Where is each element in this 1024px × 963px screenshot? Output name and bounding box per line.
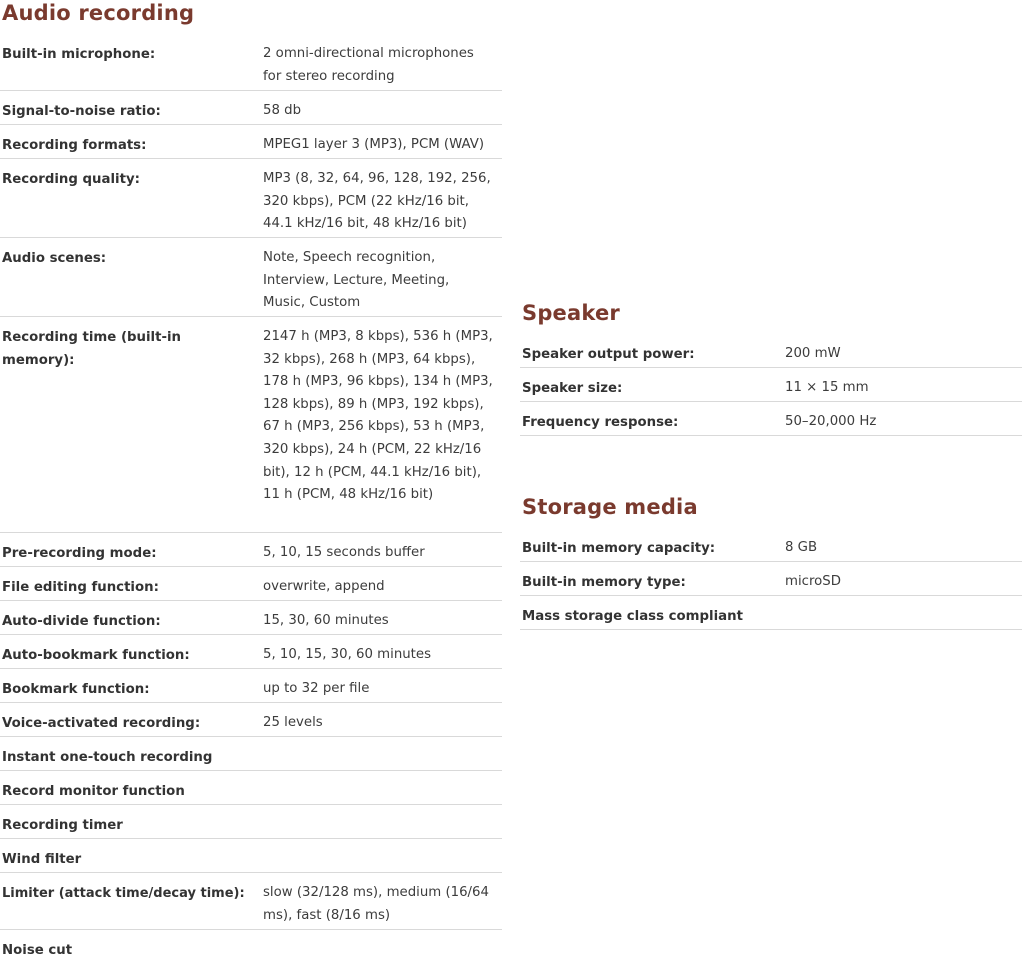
spec-row — [0, 601, 502, 635]
spec-label: Mass storage class compliant — [522, 609, 743, 624]
spec-label: Recording timer — [2, 818, 123, 833]
spec-label: Recording formats: — [2, 138, 147, 153]
spec-row — [0, 91, 502, 125]
spec-row — [0, 771, 502, 805]
spec-row — [0, 34, 502, 91]
spec-value: slow (32/128 ms), medium (16/64 ms), fast (8/16 ms) — [263, 885, 489, 923]
spec-value: 2 omni-directional microphones for stereo recording — [263, 46, 474, 84]
storage-media-title: Storage media — [522, 495, 698, 519]
spec-row — [0, 669, 502, 703]
spec-row — [0, 125, 502, 159]
spec-label: Speaker output power: — [522, 347, 695, 362]
speaker-section — [520, 300, 1022, 436]
spec-label: Wind filter — [2, 852, 82, 867]
spec-row — [0, 805, 502, 839]
spec-value: 50–20,000 Hz — [785, 414, 877, 429]
spec-value: 2147 h (MP3, 8 kbps), 536 h (MP3, 32 kbps), 268 h (MP3, 64 kbps), 178 h (MP3, 96 kbps), 134 h (MP3, 128 kbps), 89 h (MP3, 192 kbps), 67 h (MP3, 256 kbps), 53 h (MP3, 320 kbps), 24 h (PCM, 22 kHz/16 bit), 12 h (PCM, 44.1 kHz/16 bit), 11 h (PCM, 48 kHz/16 bit) — [263, 329, 493, 503]
spec-row — [520, 562, 1022, 596]
spec-value: 15, 30, 60 minutes — [263, 613, 389, 628]
spec-row — [0, 567, 502, 601]
spec-value: MP3 (8, 32, 64, 96, 128, 192, 256, 320 kbps), PCM (22 kHz/16 bit, 44.1 kHz/16 bit, 48 kHz/16 bit) — [263, 171, 491, 232]
spec-row — [0, 839, 502, 873]
spec-value: 5, 10, 15 seconds buffer — [263, 545, 425, 560]
spec-value: MPEG1 layer 3 (MP3), PCM (WAV) — [263, 137, 485, 152]
spec-row — [520, 528, 1022, 562]
spec-value: Note, Speech recognition, Interview, Lecture, Meeting, Music, Custom — [263, 250, 450, 311]
spec-row — [0, 635, 502, 669]
spec-label: Frequency response: — [522, 415, 679, 430]
spec-label: Signal-to-noise ratio: — [2, 104, 161, 119]
spec-label: Limiter (attack time/decay time): — [2, 886, 245, 901]
spec-label: Auto-bookmark function: — [2, 648, 190, 663]
spec-label: Auto-divide function: — [2, 614, 161, 629]
audio-recording-section — [0, 0, 502, 963]
spec-label: Speaker size: — [522, 381, 623, 396]
spec-row — [0, 533, 502, 567]
spec-label: Pre-recording mode: — [2, 546, 157, 561]
spec-row — [0, 737, 502, 771]
spec-value: 5, 10, 15, 30, 60 minutes — [263, 647, 432, 662]
audio-recording-title: Audio recording — [2, 1, 195, 25]
spec-value: 25 levels — [263, 715, 323, 730]
spec-label: Audio scenes: — [2, 251, 107, 266]
spec-row — [0, 317, 502, 533]
spec-label: Recording time (built-in memory): — [2, 330, 182, 368]
spec-label: Voice-activated recording: — [2, 716, 201, 731]
spec-value: microSD — [785, 574, 841, 589]
spec-row — [0, 703, 502, 737]
spec-row — [0, 873, 502, 930]
spec-label: Built-in memory type: — [522, 575, 686, 590]
spec-row — [0, 930, 502, 963]
spec-value: 58 db — [263, 103, 302, 118]
spec-label: Built-in memory capacity: — [522, 541, 716, 556]
spec-label: Built-in microphone: — [2, 47, 156, 62]
spec-label: File editing function: — [2, 580, 159, 595]
spec-value: 200 mW — [785, 346, 841, 361]
spec-label: Recording quality: — [2, 172, 140, 187]
spec-row — [520, 334, 1022, 368]
spec-value: overwrite, append — [263, 579, 385, 594]
spec-row — [0, 159, 502, 238]
spec-label: Instant one-touch recording — [2, 750, 213, 765]
spec-row — [520, 596, 1022, 630]
spec-row — [520, 368, 1022, 402]
spec-label: Bookmark function: — [2, 682, 150, 697]
storage-media-section — [520, 494, 1022, 630]
spec-label: Record monitor function — [2, 784, 185, 799]
spec-row — [0, 238, 502, 317]
spec-label: Noise cut — [2, 943, 73, 958]
spec-value: 11 × 15 mm — [785, 380, 869, 395]
spec-value: up to 32 per file — [263, 681, 370, 696]
spec-row — [520, 402, 1022, 436]
spec-value: 8 GB — [785, 540, 818, 555]
speaker-title: Speaker — [522, 301, 620, 325]
